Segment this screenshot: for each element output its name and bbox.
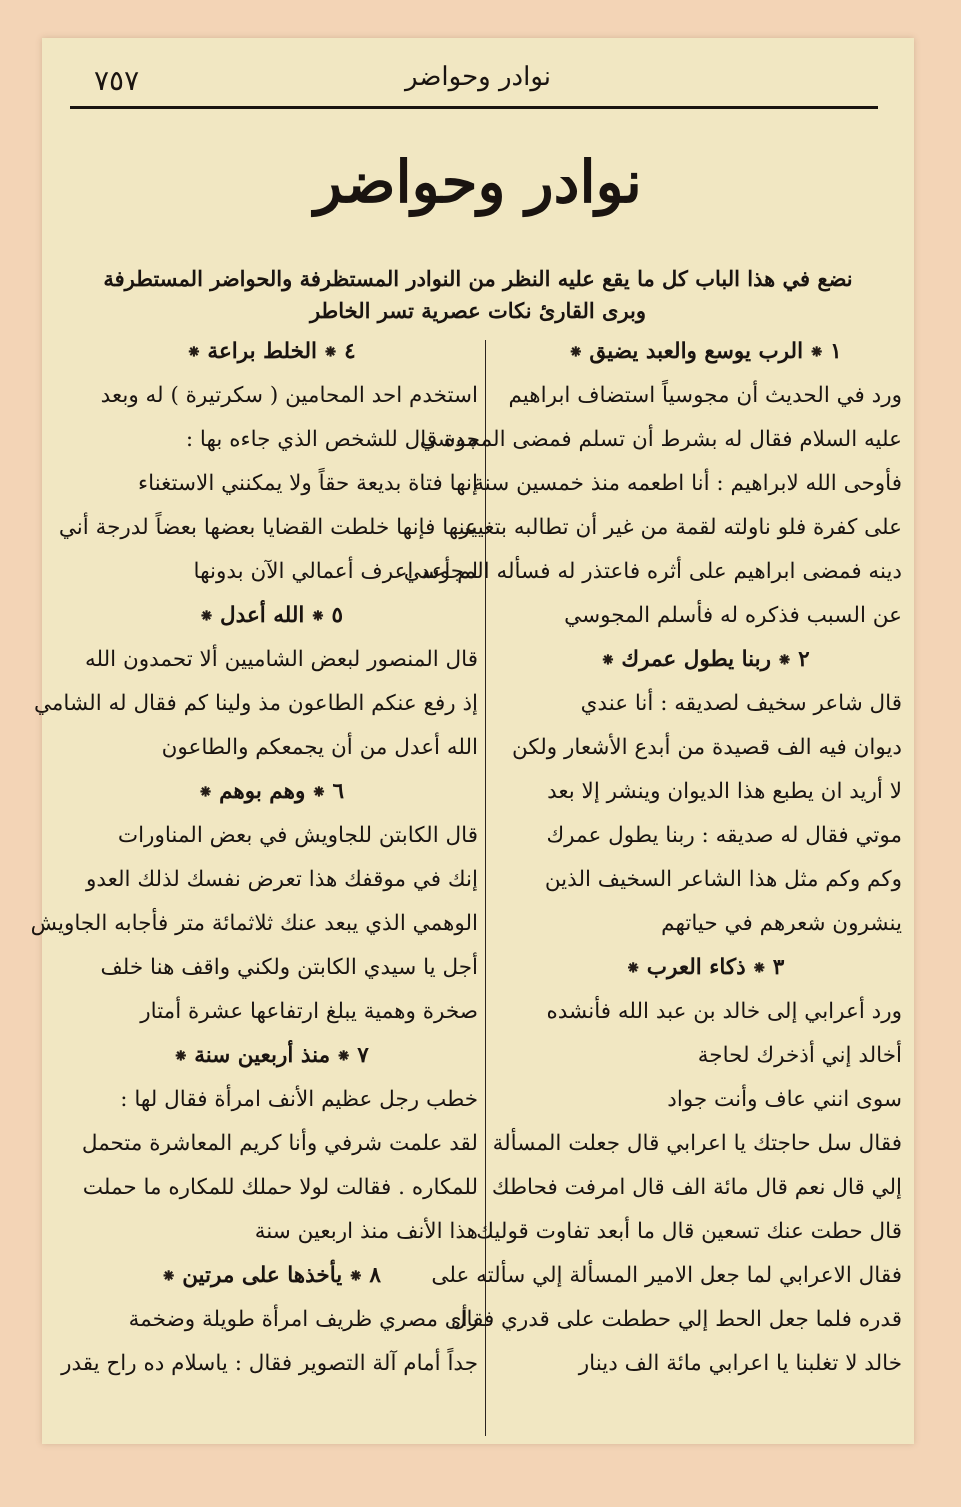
anecdote-number: ١ <box>830 339 842 364</box>
text-line: أجل يا سيدي الكابتن ولكني واقف هنا خلف <box>100 955 478 980</box>
text-line: خطب رجل عظيم الأنف امرأة فقال لها : <box>120 1087 478 1112</box>
book-page <box>30 38 914 1444</box>
text-line: هذا الأنف منذ اربعين سنة <box>254 1219 478 1244</box>
ornament-icon: ⁕ <box>310 606 326 627</box>
text-line: جداً أمام آلة التصوير فقال : ياسلام ده راح يقدر <box>61 1351 478 1376</box>
ornament-icon: ⁕ <box>197 782 214 803</box>
ornament-icon: ⁕ <box>600 650 616 671</box>
text-line: ينشرون شعرهم في حياتهم <box>661 911 902 936</box>
ornament-icon: ⁕ <box>186 342 202 363</box>
text-line: قال شاعر سخيف لصديقه : أنا عندي <box>580 691 902 716</box>
right-column <box>403 330 902 1386</box>
anecdote-heading <box>58 594 478 638</box>
text-line: قال حطت عنك تسعين قال ما أبعد تفاوت قوليك <box>476 1219 902 1244</box>
text-line: ديوان فيه الف قصيدة من أبدع الأشعار ولكن <box>512 735 902 760</box>
anecdote-heading <box>58 330 478 374</box>
section-title: نوادر وحواضر <box>314 148 642 216</box>
text-line: سوى انني عاف وأنت جواد <box>667 1087 902 1112</box>
text-line: خالد لا تغلبنا يا اعرابي مائة الف دينار <box>578 1351 902 1376</box>
ornament-icon: ⁕ <box>173 1046 189 1067</box>
intro-line: وبرى القارئ نكات عصرية تسر الخاطر <box>309 298 647 323</box>
ornament-icon: ⁕ <box>751 958 767 979</box>
ornament-icon: ⁕ <box>161 1266 177 1287</box>
running-title: نوادر وحواضر <box>405 62 551 92</box>
text-line: فأوحى الله لابراهيم : أنا اطعمه منذ خمسين سنة <box>473 471 902 496</box>
ornament-icon: ⁕ <box>625 958 641 979</box>
anecdote-title: منذ أربعين سنة <box>194 1043 331 1068</box>
text-line: فقال سل حاجتك يا اعرابي قال جعلت المسألة <box>492 1131 902 1156</box>
anecdote-title: الخلط براعة <box>207 339 318 364</box>
ornament-icon: ⁕ <box>198 606 215 627</box>
text-line: دينه فمضى ابراهيم على أثره فاعتذر له فسأله المجوسي <box>403 559 902 584</box>
anecdote-number: ٣ <box>772 955 785 980</box>
anecdote-heading <box>502 946 902 990</box>
text-line: لا أريد ان يطبع هذا الديوان وينشر إلا بعد <box>547 779 902 804</box>
page-number: ٧٥٧ <box>94 64 140 97</box>
anecdote-heading <box>58 1254 478 1298</box>
text-line: الوهمي الذي يبعد عنك ثلاثمائة متر فأجابه الجاويش <box>30 911 478 936</box>
anecdote-title: الرب يوسع والعبد يضيق <box>589 339 804 364</box>
anecdote-title: ربنا يطول عمرك <box>621 647 771 672</box>
text-line: قدره فلما جعل الحط إلي حططت على قدري فقال <box>450 1307 902 1332</box>
anecdote-number: ٦ <box>332 779 344 804</box>
text-line: لم أعد اعرف أعمالي الآن بدونها <box>193 559 478 584</box>
anecdote-title: وهم بوهم <box>219 779 306 804</box>
ornament-icon: ⁕ <box>336 1046 352 1067</box>
text-line: عن السبب فذكره له فأسلم المجوسي <box>564 603 902 628</box>
text-line: لقد علمت شرفي وأنا كريم المعاشرة متحمل <box>81 1131 478 1156</box>
text-line: إنها فتاة بديعة حقاً ولا يمكنني الاستغناء <box>138 471 478 496</box>
text-line: مدة قال للشخص الذي جاءه بها : <box>185 427 478 452</box>
ornament-icon: ⁕ <box>348 1266 364 1287</box>
ornament-icon: ⁕ <box>568 342 584 363</box>
text-line: ورد في الحديث أن مجوسياً استضاف ابراهيم <box>508 383 902 408</box>
ornament-icon: ⁕ <box>777 650 793 671</box>
ornament-icon: ⁕ <box>311 782 327 803</box>
anecdote-number: ٢ <box>798 647 810 672</box>
text-line: موتي فقال له صديقه : ربنا يطول عمرك <box>546 823 902 848</box>
text-line: وكم وكم مثل هذا الشاعر السخيف الذين <box>544 867 902 892</box>
text-line: على كفرة فلو ناولته لقمة من غير أن تطالبه بتغيير <box>459 515 902 540</box>
intro-line: نضع في هذا الباب كل ما يقع عليه النظر من النوادر المستظرفة والحواضر المستطرفة <box>103 266 853 291</box>
text-line: فقال الاعرابي لما جعل الامير المسألة إلي سألته على <box>431 1263 902 1288</box>
text-line: إذ رفع عنكم الطاعون مذ ولينا كم فقال له الشامي <box>34 691 478 716</box>
anecdote-number: ٤ <box>344 339 356 364</box>
anecdote-number: ٥ <box>331 603 344 628</box>
anecdote-title: ذكاء العرب <box>646 955 746 980</box>
anecdote-heading <box>58 770 478 814</box>
text-line: عليه السلام فقال له بشرط أن تسلم فمضى المجوسي <box>419 427 902 452</box>
text-line: أخالد إني أذخرك لحاجة <box>697 1043 902 1068</box>
text-line: قال الكابتن للجاويش في بعض المناورات <box>117 823 478 848</box>
anecdote-number: ٧ <box>357 1043 369 1068</box>
text-line: الله أعدل من أن يجمعكم والطاعون <box>161 735 478 760</box>
left-column <box>30 330 478 1386</box>
text-line: استخدم احد المحامين ( سكرتيرة ) له وبعد <box>100 383 478 408</box>
text-line: إنك في موقفك هذا تعرض نفسك لذلك العدو <box>85 867 478 892</box>
anecdote-heading <box>502 638 902 682</box>
ornament-icon: ⁕ <box>323 342 339 363</box>
anecdote-number: ٨ <box>369 1263 381 1288</box>
text-line: إلي قال نعم قال مائة الف قال امرفت فحاطك <box>491 1175 902 1200</box>
text-line: رأى مصري ظريف امرأة طويلة وضخمة <box>128 1307 478 1332</box>
text-line: صخرة وهمية يبلغ ارتفاعها عشرة أمتار <box>140 999 478 1024</box>
text-line: للمكاره . فقالت لولا حملك للمكاره ما حملت <box>82 1175 478 1200</box>
anecdote-heading <box>502 330 902 374</box>
ornament-icon: ⁕ <box>809 342 825 363</box>
running-header <box>42 38 914 118</box>
text-line: ورد أعرابي إلى خالد بن عبد الله فأنشده <box>546 999 902 1024</box>
text-line: قال المنصور لبعض الشاميين ألا تحمدون الله <box>84 647 478 672</box>
anecdote-title: الله أعدل <box>220 603 305 628</box>
anecdote-heading <box>58 1034 478 1078</box>
anecdote-title: يأخذها على مرتين <box>182 1263 343 1288</box>
header-rule <box>70 106 878 109</box>
text-line: عنها فإنها خلطت القضايا بعضها بعضاً لدرجة أني <box>58 515 478 540</box>
